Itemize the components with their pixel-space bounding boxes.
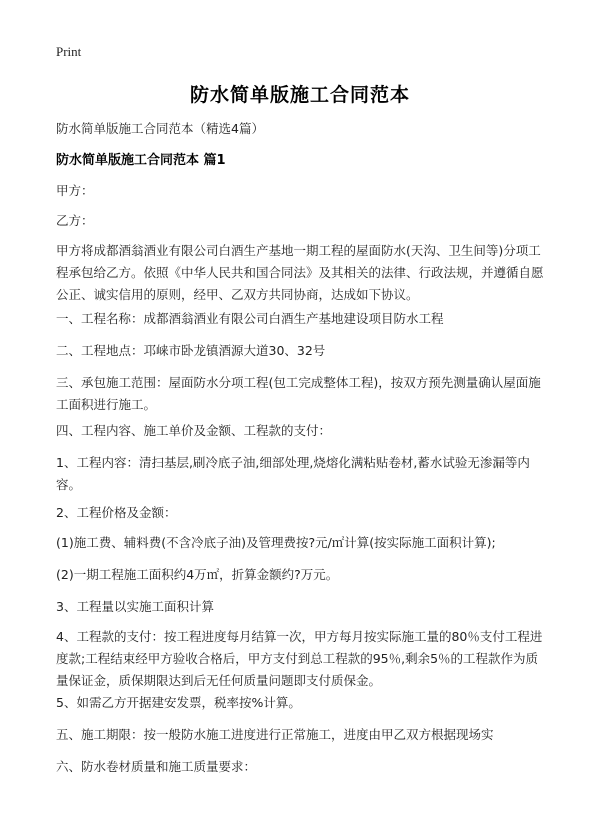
- clause-price-item-1: (1)施工费、辅料费(不含冷底子油)及管理费按?元/㎡计算(按实际施工面积计算);: [56, 535, 496, 550]
- document-title: 防水简单版施工合同范本: [189, 84, 410, 106]
- clause-quantity: 3、工程量以实施工面积计算: [56, 599, 214, 614]
- clause-invoice: 5、如需乙方开据建安发票，税率按%计算。: [56, 695, 301, 710]
- clause-work-content: 1、工程内容：清扫基层,刷冷底子油,细部处理,烧熔化满粘贴卷材,蓄水试验无渗漏等内容。: [56, 455, 530, 492]
- party-a-line: 甲方：: [56, 183, 94, 198]
- document-subtitle: 防水简单版施工合同范本（精选4篇）: [56, 121, 264, 136]
- party-b-line: 乙方：: [56, 213, 94, 228]
- clause-project-name: 一、工程名称：成都酒翁酒业有限公司白酒生产基地建设项目防水工程: [56, 311, 444, 326]
- clause-payment-heading: 四、工程内容、施工单价及金额、工程款的支付：: [56, 423, 332, 438]
- intro-paragraph: 甲方将成都酒翁酒业有限公司白酒生产基地一期工程的屋面防水(天沟、卫生间等)分项工程承包给乙方。依照《中华人民共和国合同法》及其相关的法律、行政法规，并遵循自愿公正、诚实信用的原则，经甲、乙双方共同协商，达成如下协议。: [56, 243, 544, 302]
- print-link[interactable]: Print: [56, 44, 82, 59]
- clause-schedule: 五、施工期限：按一般防水施工进度进行正常施工，进度由甲乙双方根据现场实: [56, 727, 494, 742]
- clause-quality: 六、防水卷材质量和施工质量要求：: [56, 759, 257, 774]
- clause-price-heading: 2、工程价格及金额：: [56, 505, 177, 520]
- clause-price-item-2: (2)一期工程施工面积约4万㎡，折算金额约?万元。: [56, 567, 339, 582]
- section-heading: 防水简单版施工合同范本 篇1: [56, 153, 226, 168]
- clause-scope: 三、承包施工范围：屋面防水分项工程(包工完成整体工程)，按双方预先测量确认屋面施工面积进行施工。: [56, 375, 541, 412]
- clause-payment-terms: 4、工程款的支付：按工程进度每月结算一次，甲方每月按实际施工量的80％支付工程进度款;工程结束经甲方验收合格后，甲方支付到总工程款的95％,剩余5％的工程款作为质量保证金，质保期限达到后无任何质量问题即支付质保金。: [56, 629, 543, 688]
- clause-project-location: 二、工程地点：邛崃市卧龙镇酒源大道30、32号: [56, 343, 326, 358]
